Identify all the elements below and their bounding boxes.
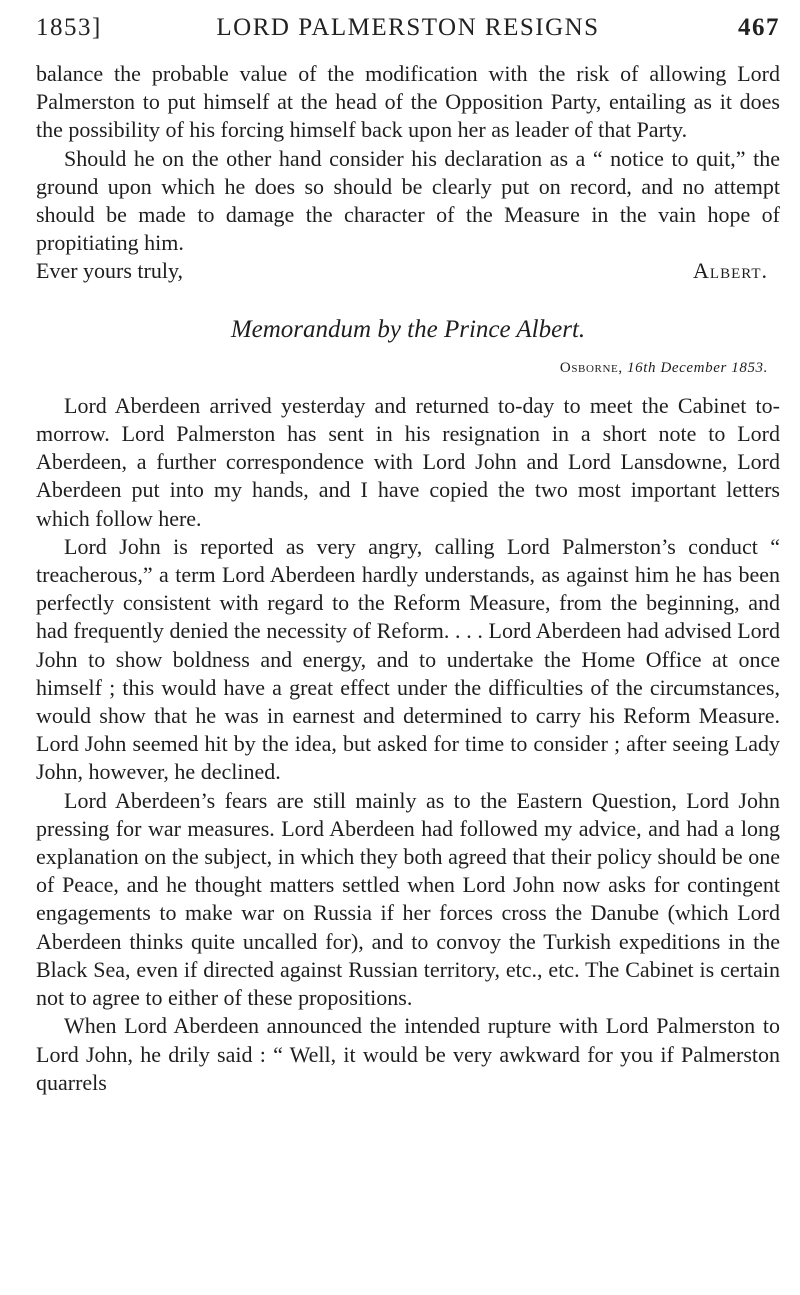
letter-paragraph: Should he on the other hand consider his declaration as a “ notice to quit,” the ground upon which he does so should be clearly put on record, and no attempt should be made to damage the character of the Measure in the vain hope of propitiating him. xyxy=(36,145,780,256)
memorandum-paragraph: Lord Aberdeen’s fears are still mainly as to the Eastern Question, Lord John pressing for war measures. Lord Aberdeen had followed my advice, and had a long explanation on the subject, in which they both agreed that their policy should be one of Peace, and he thought matters settled when Lord John now asks for contingent engagements to make war on Russia if her forces cross the Danube (which Lord Aberdeen thinks quite uncalled for), and to convoy the Turkish expeditions in the Black Sea, even if directed against Russian territory, etc., etc. The Cabinet is certain not to agree to either of these propositions. xyxy=(36,787,780,1011)
memorandum-dateline xyxy=(36,354,780,382)
dateline-place: Osborne, xyxy=(559,359,623,376)
dateline-date: 16th December 1853. xyxy=(627,359,768,376)
letter-signoff xyxy=(36,257,780,285)
running-head xyxy=(36,14,780,54)
memorandum-paragraph: Lord Aberdeen arrived yesterday and returned to-day to meet the Cabinet to-morrow. Lord Palmerston has sent in his resignation in a short note to Lord Aberdeen, a further correspondence with Lord John and Lord Lansdowne, Lord Aberdeen put into my hands, and I have copied the two most important letters which follow here. xyxy=(36,392,780,531)
body-text xyxy=(36,60,780,1097)
letter-signature: Albert. xyxy=(693,258,768,284)
running-head-title: LORD PALMERSTON RESIGNS xyxy=(216,14,600,41)
page-number: 467 xyxy=(738,14,780,41)
letter-closing: Ever yours truly, xyxy=(36,258,184,284)
running-head-year: 1853] xyxy=(36,14,102,41)
memorandum-paragraph: When Lord Aberdeen announced the intended rupture with Lord Palmerston to Lord John, he drily said : “ Well, it would be very awkward for you if Palmerston quarrels xyxy=(36,1013,780,1095)
letter-paragraph: balance the probable value of the modification with the risk of allowing Lord Palmerston to put himself at the head of the Opposition Party, entailing as it does the possibility of his forcing himself back upon her as leader of that Party. xyxy=(36,61,780,143)
memorandum-heading: Memorandum by the Prince Albert. xyxy=(230,315,586,343)
memorandum-paragraph: Lord John is reported as very angry, calling Lord Palmerston’s conduct “ treacherous,” a term Lord Aberdeen hardly understands, as against him he has been perfectly consistent with regard to the Reform Measure, from the beginning, and had frequently denied the necessity of Reform. . . . Lord Aberdeen had advised Lord John to show boldness and energy, and to undertake the Home Office at once himself ; this would have a great effect under the difficulties of the circumstances, would show that he was in earnest and determined to carry his Reform Measure. Lord John seemed hit by the idea, but asked for time to consider ; after seeing Lady John, however, he declined. xyxy=(36,533,780,785)
